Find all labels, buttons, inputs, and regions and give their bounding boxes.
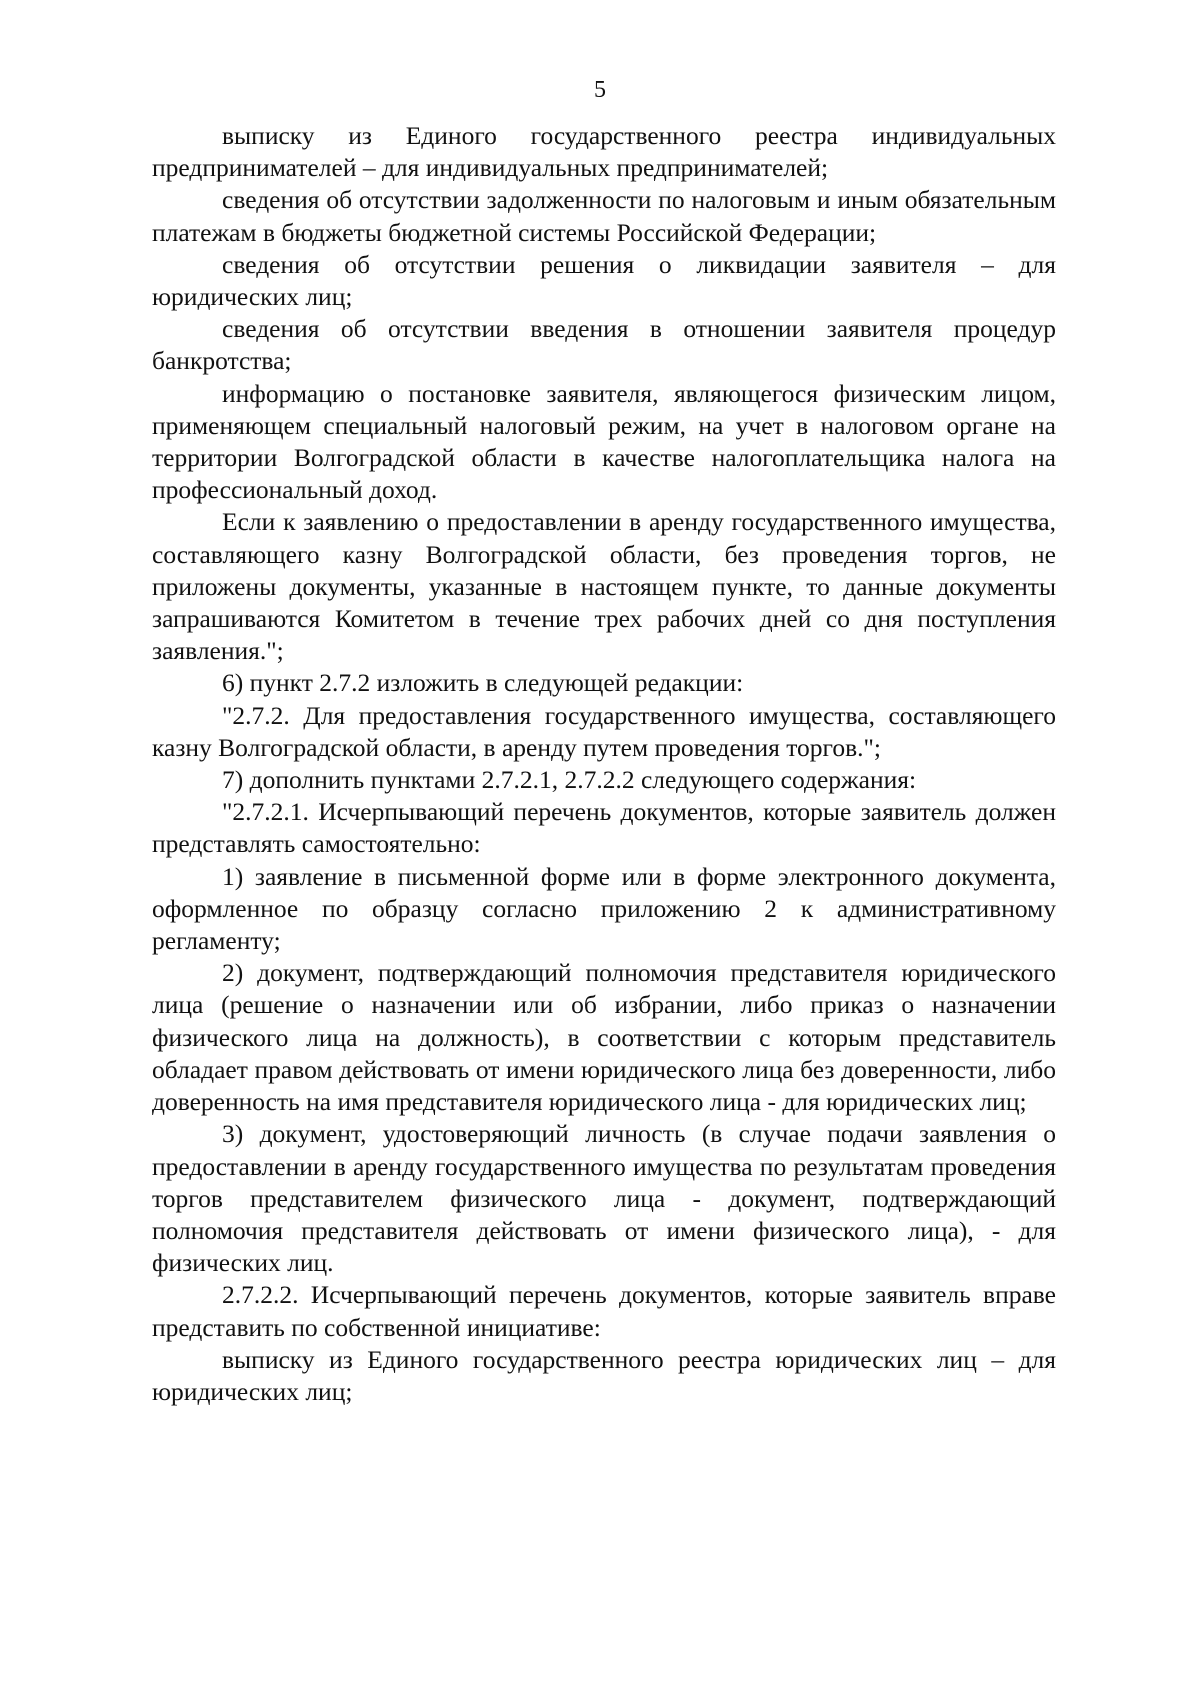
paragraph: 2.7.2.2. Исчерпывающий перечень документов, которые заявитель вправе представить по собственной инициативе:	[152, 1280, 1056, 1342]
paragraph: сведения об отсутствии задолженности по налоговым и иным обязательным платежам в бюджеты бюджетной системы Российской Федерации;	[152, 185, 1056, 247]
paragraph: "2.7.2. Для предоставления государственного имущества, составляющего казну Волгоградской области, в аренду путем проведения торгов.";	[152, 700, 1056, 762]
paragraph: сведения об отсутствии решения о ликвидации заявителя – для юридических лиц;	[152, 249, 1056, 312]
paragraph: 2) документ, подтверждающий полномочия представителя юридического лица (решение о назначении или об избрании, либо приказ о назначении физического лица на должность), в соответствии с которым представитель обладает правом действовать от имени юридического лица без доверенности, либо доверенность на имя представителя юридического лица - для юридических лиц;	[152, 958, 1056, 1117]
paragraph: информацию о постановке заявителя, являющегося физическим лицом, применяющем специальный налоговый режим, на учет в налоговом органе на территории Волгоградской области в качестве налогоплательщика налога на профессиональный доход.	[152, 378, 1056, 505]
paragraph: Если к заявлению о предоставлении в аренду государственного имущества, составляющего казну Волгоградской области, без проведения торгов, не приложены документы, указанные в настоящем пункте, то данные документы запрашиваются Комитетом в течение трех рабочих дней со дня поступления заявления.";	[152, 507, 1056, 666]
document-body	[152, 120, 1056, 1408]
paragraph: 6) пункт 2.7.2 изложить в следующей редакции:	[222, 668, 744, 698]
paragraph: 7) дополнить пунктами 2.7.2.1, 2.7.2.2 следующего содержания:	[222, 765, 917, 795]
paragraph: сведения об отсутствии введения в отношении заявителя процедур банкротства;	[152, 314, 1056, 376]
page-number: 5	[594, 77, 606, 103]
paragraph: "2.7.2.1. Исчерпывающий перечень документов, которые заявитель должен представлять самостоятельно:	[152, 797, 1056, 859]
paragraph: выписку из Единого государственного реестра индивидуальных предпринимателей – для индивидуальных предпринимателей;	[152, 121, 1056, 183]
paragraph: 3) документ, удостоверяющий личность (в случае подачи заявления о предоставлении в аренду государственного имущества по результатам проведения торгов представителем физического лица - документ, подтверждающий полномочия представителя действовать от имени физического лица), - для физических лиц.	[152, 1119, 1056, 1278]
paragraph: 1) заявление в письменной форме или в форме электронного документа, оформленное по образцу согласно приложению 2 к административному регламенту;	[152, 861, 1056, 956]
paragraph: выписку из Единого государственного реестра юридических лиц – для юридических лиц;	[152, 1344, 1056, 1406]
